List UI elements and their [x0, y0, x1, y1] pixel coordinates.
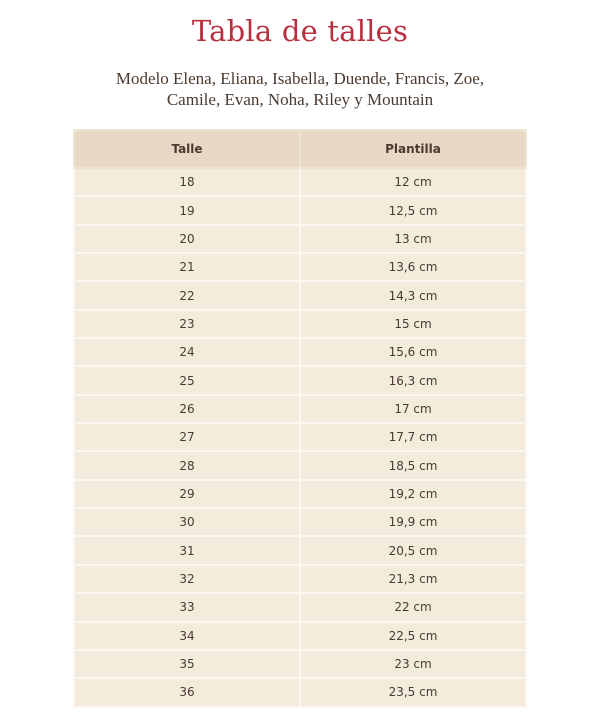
cell-talle: 29 [74, 480, 300, 508]
cell-talle: 33 [74, 593, 300, 621]
table-row [74, 196, 526, 224]
table-row [74, 423, 526, 451]
cell-talle: 20 [74, 225, 300, 253]
table-body [74, 168, 526, 707]
cell-talle: 27 [74, 423, 300, 451]
cell-plantilla: 14,3 cm [300, 281, 526, 309]
cell-plantilla: 17 cm [300, 395, 526, 423]
column-header-plantilla: Plantilla [300, 130, 526, 168]
cell-plantilla: 13 cm [300, 225, 526, 253]
cell-talle: 23 [74, 310, 300, 338]
table-row [74, 253, 526, 281]
cell-plantilla: 17,7 cm [300, 423, 526, 451]
cell-talle: 19 [74, 196, 300, 224]
table-row [74, 678, 526, 706]
cell-talle: 26 [74, 395, 300, 423]
table-row [74, 225, 526, 253]
cell-talle: 34 [74, 622, 300, 650]
cell-talle: 30 [74, 508, 300, 536]
cell-talle: 31 [74, 536, 300, 564]
cell-plantilla: 15 cm [300, 310, 526, 338]
table-row [74, 622, 526, 650]
cell-plantilla: 13,6 cm [300, 253, 526, 281]
cell-talle: 28 [74, 451, 300, 479]
cell-talle: 21 [74, 253, 300, 281]
cell-plantilla: 15,6 cm [300, 338, 526, 366]
cell-plantilla: 19,9 cm [300, 508, 526, 536]
cell-plantilla: 18,5 cm [300, 451, 526, 479]
table-row [74, 650, 526, 678]
cell-talle: 36 [74, 678, 300, 706]
cell-plantilla: 12,5 cm [300, 196, 526, 224]
table-row [74, 508, 526, 536]
page-subtitle: Modelo Elena, Eliana, Isabella, Duende, Francis, Zoe, Camile, Evan, Noha, Riley y Mountain [115, 69, 485, 109]
column-header-talle: Talle [74, 130, 300, 168]
table-row [74, 451, 526, 479]
cell-plantilla: 22 cm [300, 593, 526, 621]
table-row [74, 281, 526, 309]
cell-plantilla: 23 cm [300, 650, 526, 678]
cell-plantilla: 23,5 cm [300, 678, 526, 706]
size-table [73, 129, 527, 708]
cell-talle: 25 [74, 366, 300, 394]
cell-talle: 22 [74, 281, 300, 309]
page-title: Tabla de talles [191, 14, 409, 48]
cell-plantilla: 20,5 cm [300, 536, 526, 564]
table-row [74, 593, 526, 621]
table-row [74, 338, 526, 366]
table-row [74, 168, 526, 196]
cell-talle: 35 [74, 650, 300, 678]
table-row [74, 536, 526, 564]
cell-talle: 24 [74, 338, 300, 366]
cell-talle: 18 [74, 168, 300, 196]
table-row [74, 395, 526, 423]
table-row [74, 366, 526, 394]
table-row [74, 310, 526, 338]
table-row [74, 480, 526, 508]
cell-plantilla: 21,3 cm [300, 565, 526, 593]
cell-plantilla: 16,3 cm [300, 366, 526, 394]
cell-talle: 32 [74, 565, 300, 593]
cell-plantilla: 19,2 cm [300, 480, 526, 508]
cell-plantilla: 22,5 cm [300, 622, 526, 650]
cell-plantilla: 12 cm [300, 168, 526, 196]
table-row [74, 565, 526, 593]
table-header-row [74, 130, 526, 168]
